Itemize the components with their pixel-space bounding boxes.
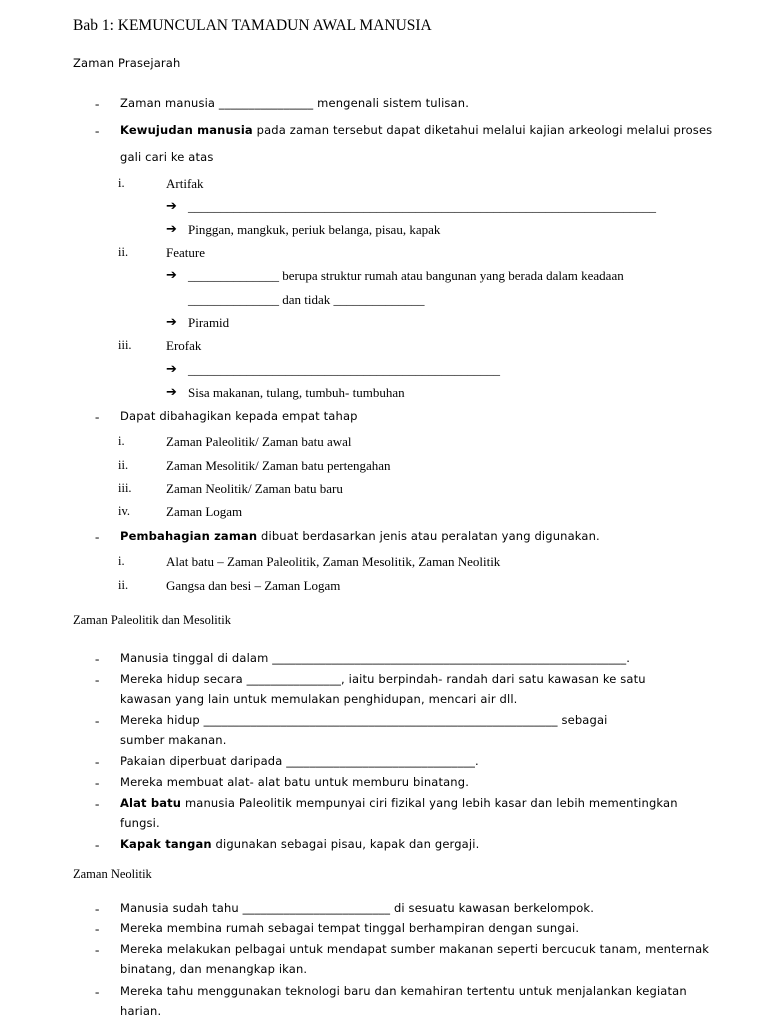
bullet-dash: - (95, 984, 100, 999)
arrow-item: ________________________________________________ (188, 362, 500, 377)
arrow-item: Pinggan, mangkuk, periuk belanga, pisau, kapak (188, 222, 441, 237)
bullet-text (120, 529, 600, 544)
bullet-text-rest: dibuat berdasarkan jenis atau peralatan yang digunakan. (257, 529, 600, 543)
roman-numeral: i. (118, 176, 125, 190)
arrow-icon: ➔ (166, 315, 177, 330)
bullet-dash: - (95, 837, 100, 852)
sub-item-label: Erofak (166, 338, 202, 353)
arrow-item-continuation: ______________ dan tidak ______________ (188, 292, 425, 307)
bullet-dash: - (95, 529, 100, 544)
section-heading-paleolitik: Zaman Paleolitik dan Mesolitik (73, 613, 231, 627)
roman-numeral: i. (118, 434, 125, 448)
roman-numeral: ii. (118, 458, 129, 472)
bullet-text (120, 837, 479, 852)
arrow-icon: ➔ (166, 385, 177, 400)
bold-term: Pembahagian zaman (120, 529, 258, 543)
bullet-text: Mereka hidup ____________________________________________________________ sebagai (120, 713, 608, 727)
tahap-item: Zaman Neolitik/ Zaman batu baru (166, 481, 343, 496)
pembahagian-item: Alat batu – Zaman Paleolitik, Zaman Mesolitik, Zaman Neolitik (166, 554, 501, 569)
bold-term: Alat batu (120, 796, 182, 810)
bullet-dash: - (95, 921, 100, 936)
tahap-item: Zaman Paleolitik/ Zaman batu awal (166, 434, 352, 449)
tahap-item: Zaman Mesolitik/ Zaman batu pertengahan (166, 458, 391, 473)
bullet-dash: - (95, 942, 100, 957)
bullet-text: Mereka membina rumah sebagai tempat tinggal berhampiran dengan sungai. (120, 921, 580, 935)
bullet-dash: - (95, 123, 100, 138)
bullet-dash: - (95, 96, 100, 111)
bullet-text (120, 796, 678, 811)
bullet-text: Mereka hidup secara ________________, iaitu berpindah- randah dari satu kawasan ke satu (120, 672, 646, 686)
bullet-dash: - (95, 754, 100, 769)
bullet-text-rest: manusia Paleolitik mempunyai ciri fizikal yang lebih kasar dan lebih mementingkan (181, 796, 678, 810)
bullet-continuation: harian. (120, 1004, 162, 1018)
bullet-text: Manusia tinggal di dalam ____________________________________________________________. (120, 651, 631, 665)
arrow-item: ________________________________________________________________________ (188, 199, 656, 214)
bullet-dash: - (95, 901, 100, 916)
tahap-item: Zaman Logam (166, 504, 243, 519)
bullet-text: Mereka melakukan pelbagai untuk mendapat sumber makanan seperti bercucuk tanam, menternak (120, 942, 710, 956)
bullet-text: Zaman manusia ________________ mengenali sistem tulisan. (120, 96, 470, 110)
bullet-dash: - (95, 672, 100, 687)
bullet-dash: - (95, 713, 100, 728)
bullet-text: Manusia sudah tahu _________________________ di sesuatu kawasan berkelompok. (120, 901, 595, 915)
bold-term: Kewujudan manusia (120, 123, 253, 137)
bullet-continuation: fungsi. (120, 816, 160, 830)
bullet-dash: - (95, 775, 100, 790)
pembahagian-item: Gangsa dan besi – Zaman Logam (166, 578, 341, 593)
document-title: Bab 1: KEMUNCULAN TAMADUN AWAL MANUSIA (73, 17, 432, 34)
bullet-text (120, 123, 712, 138)
bullet-text-rest: pada zaman tersebut dapat diketahui melalui kajian arkeologi melalui proses (252, 123, 713, 137)
roman-numeral: iv. (118, 504, 131, 518)
arrow-icon: ➔ (166, 362, 177, 377)
bullet-continuation: sumber makanan. (120, 733, 227, 747)
bullet-text: Mereka membuat alat- alat batu untuk memburu binatang. (120, 775, 470, 789)
roman-numeral: iii. (118, 481, 132, 495)
bold-term: Kapak tangan (120, 837, 212, 851)
roman-numeral: ii. (118, 245, 129, 259)
arrow-icon: ➔ (166, 268, 177, 283)
arrow-icon: ➔ (166, 199, 177, 214)
arrow-item: Piramid (188, 315, 230, 330)
arrow-icon: ➔ (166, 222, 177, 237)
bullet-dash: - (95, 796, 100, 811)
bullet-dash: - (95, 409, 100, 424)
bullet-text: Mereka tahu menggunakan teknologi baru dan kemahiran tertentu untuk menjalankan kegiatan (120, 984, 687, 998)
bullet-continuation: gali cari ke atas (120, 150, 214, 164)
bullet-text: Dapat dibahagikan kepada empat tahap (120, 409, 358, 423)
bullet-dash: - (95, 651, 100, 666)
sub-item-label: Artifak (166, 176, 204, 191)
bullet-text: Pakaian diperbuat daripada ________________________________. (120, 754, 479, 768)
roman-numeral: iii. (118, 338, 132, 352)
bullet-continuation: binatang, dan menangkap ikan. (120, 962, 308, 976)
bullet-text-rest: digunakan sebagai pisau, kapak dan gergaji. (211, 837, 480, 851)
sub-item-label: Feature (166, 245, 205, 260)
section-heading-neolitik: Zaman Neolitik (73, 867, 152, 881)
section-heading-prasejarah: Zaman Prasejarah (73, 56, 181, 70)
arrow-item: Sisa makanan, tulang, tumbuh- tumbuhan (188, 385, 405, 400)
bullet-continuation: kawasan yang lain untuk memulakan penghidupan, mencari air dll. (120, 692, 518, 706)
roman-numeral: ii. (118, 578, 129, 592)
arrow-item: ______________ berupa struktur rumah atau bangunan yang berada dalam keadaan (188, 268, 624, 283)
roman-numeral: i. (118, 554, 125, 568)
